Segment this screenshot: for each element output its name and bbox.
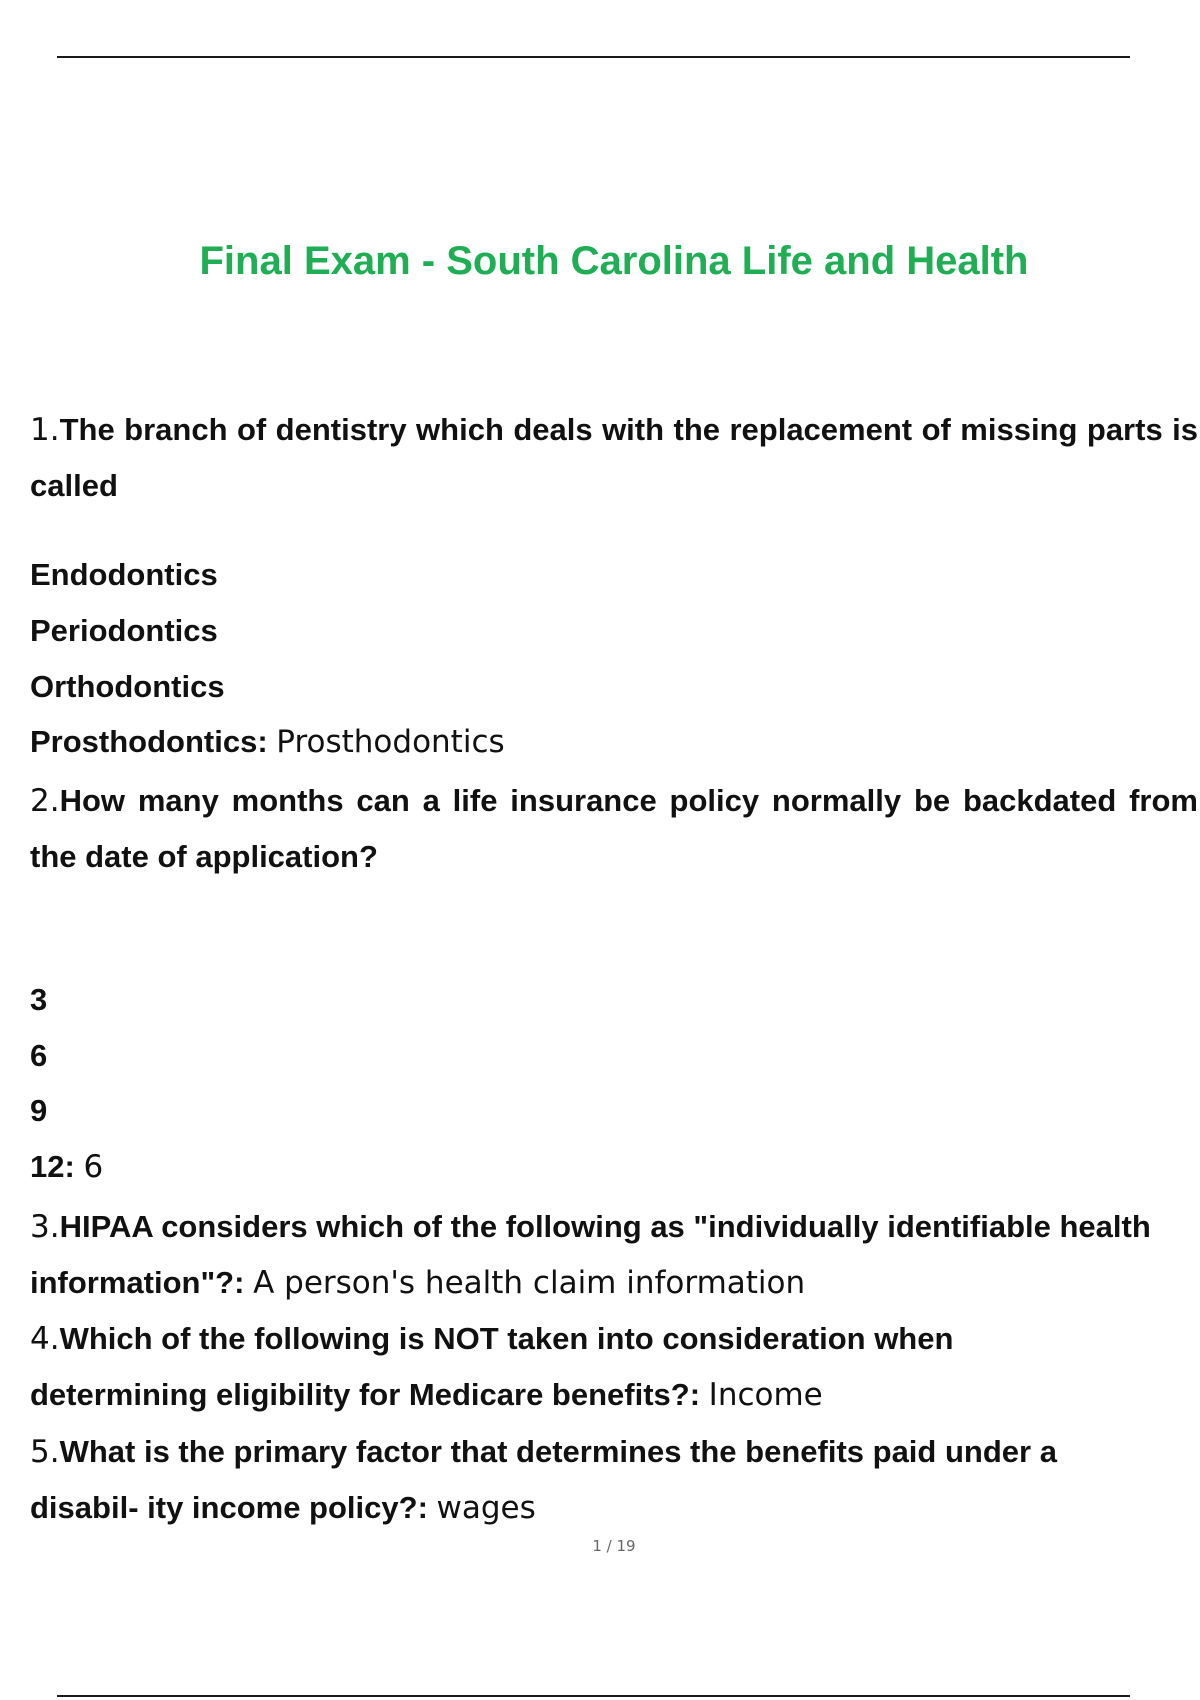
option: 3	[30, 982, 48, 1017]
question-text: HIPAA considers which of the following as "individually identifiable health information"?:	[30, 1209, 1151, 1300]
question-number: 5.	[30, 1434, 60, 1470]
question-1	[30, 402, 1198, 514]
option: Endodontics	[30, 557, 218, 592]
option-label: Prosthodontics:	[30, 724, 268, 759]
option: 6	[30, 1038, 48, 1073]
option-label: 12:	[30, 1149, 75, 1184]
option-with-answer	[30, 1147, 103, 1187]
question-number: 1.	[30, 412, 60, 448]
question-4	[30, 1311, 1130, 1423]
question-text: How many months can a life insurance policy normally be backdated from the date of application?	[30, 783, 1198, 874]
answer: A person's health claim information	[253, 1265, 806, 1301]
option: Periodontics	[30, 613, 218, 648]
question-number: 3.	[30, 1209, 60, 1245]
answer: Income	[708, 1377, 823, 1413]
answer: 6	[83, 1149, 104, 1185]
question-number: 4.	[30, 1321, 60, 1357]
option-with-answer	[30, 722, 505, 762]
question-3	[30, 1199, 1160, 1311]
option: Orthodontics	[30, 669, 225, 704]
question-5	[30, 1424, 1160, 1536]
question-text: The branch of dentistry which deals with the replacement of missing parts is called	[30, 412, 1198, 503]
question-text: What is the primary factor that determines the benefits paid under a disabil- ity income policy?:	[30, 1434, 1057, 1525]
bottom-rule	[57, 1695, 1130, 1697]
page-title: Final Exam - South Carolina Life and Health	[199, 239, 1029, 283]
question-2	[30, 773, 1198, 885]
page-indicator: 1 / 19	[592, 1537, 636, 1555]
top-rule	[57, 56, 1130, 58]
answer: Prosthodontics	[276, 724, 505, 760]
option: 9	[30, 1093, 48, 1128]
question-number: 2.	[30, 783, 60, 819]
answer: wages	[436, 1490, 536, 1526]
question-text: Which of the following is NOT taken into consideration when determining eligibility for Medicare benefits?:	[30, 1321, 954, 1412]
